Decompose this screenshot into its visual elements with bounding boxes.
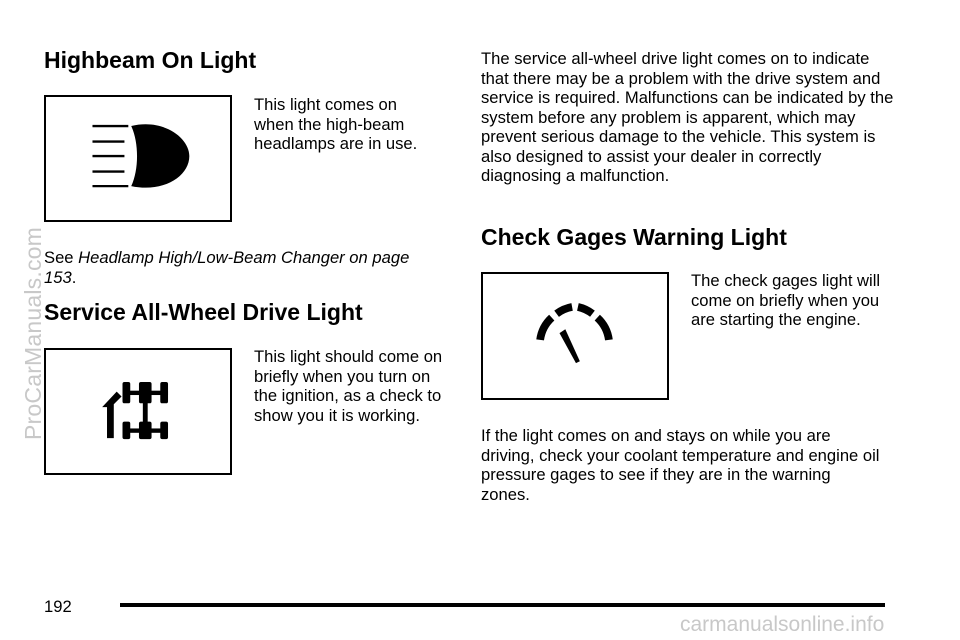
gages-description: The check gages light will come on briefly when you are starting the engine. <box>691 271 881 329</box>
all-wheel-drive-service-icon <box>46 350 230 473</box>
gages-icon-box <box>481 272 669 400</box>
footer-rule <box>120 603 885 607</box>
reference-suffix: . <box>71 267 77 287</box>
gages-paragraph: If the light comes on and stays on while you are driving, check your coolant temperature and engine oil pressure gages to see if they are in the warning zones. <box>481 426 880 504</box>
watermark-bottom: carmanualsonline.info <box>680 613 885 636</box>
awd-service-paragraph: The service all-wheel drive light comes on to indicate that there may be a problem with the drive system and service is required. Malfunctions can be indicated by the system before any problem is apparent, which may prevent serious damage to the vehicle. This system is also designed to assist your dealer in correctly diagnosing a malfunction. <box>481 49 894 185</box>
highbeam-description: This light comes on when the high-beam headlamps are in use. <box>254 95 418 153</box>
gauge-warning-icon <box>483 274 667 398</box>
page-number: 192 <box>44 597 72 616</box>
awd-icon-box <box>44 348 232 475</box>
highbeam-heading: Highbeam On Light <box>44 47 257 73</box>
highbeam-icon-box <box>44 95 232 222</box>
highbeam-headlamp-icon <box>46 97 230 220</box>
awd-heading: Service All-Wheel Drive Light <box>44 299 363 325</box>
reference-prefix: See <box>44 248 79 267</box>
watermark-left: ProCarManuals.com <box>20 226 46 440</box>
reference-link[interactable]: Headlamp High/Low-Beam Changer on page 153 <box>44 248 410 287</box>
gages-heading: Check Gages Warning Light <box>481 224 787 250</box>
awd-description: This light should come on briefly when you turn on the ignition, as a check to show you it is working. <box>254 347 443 425</box>
highbeam-reference <box>44 248 424 287</box>
